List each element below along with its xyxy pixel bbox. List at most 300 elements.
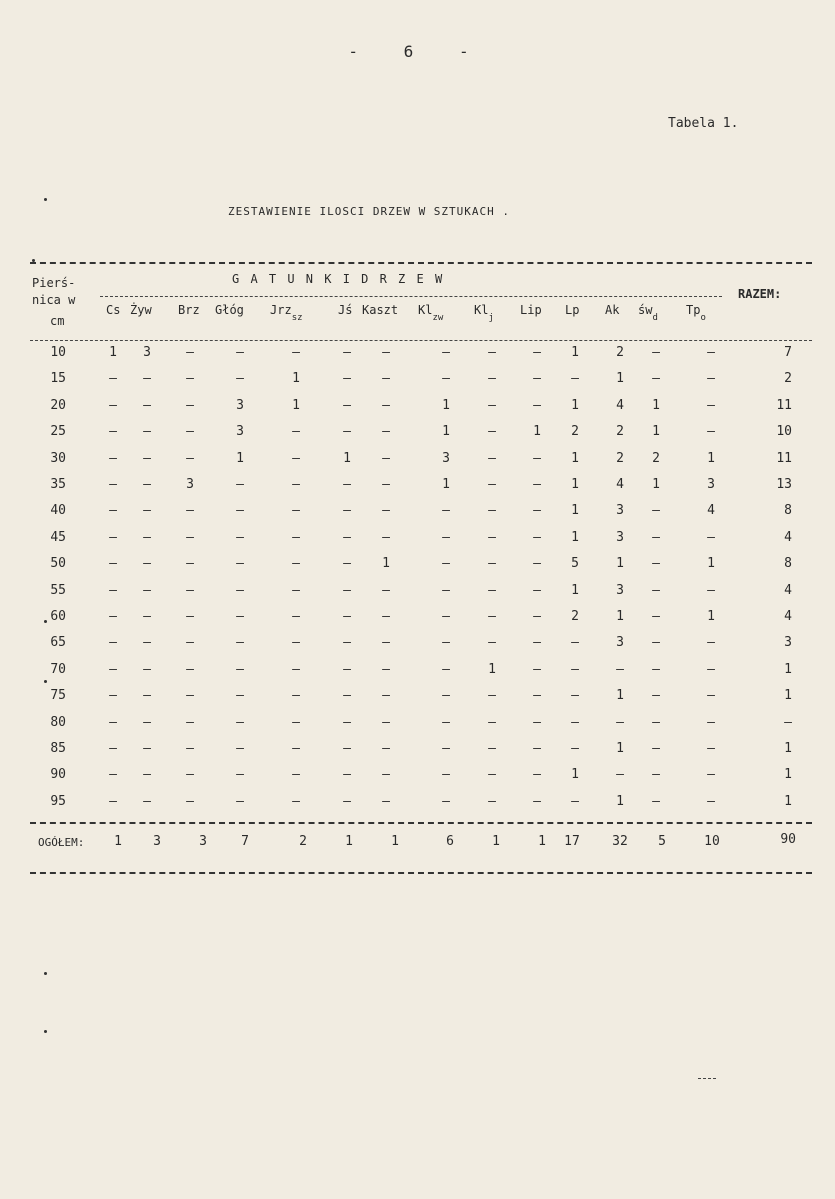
count-cell: – [109,793,117,809]
count-cell: – [442,635,450,651]
count-cell: – [186,793,194,809]
count-cell: 2 [652,450,660,466]
count-cell: – [707,741,715,756]
count-cell: – [382,661,390,677]
count-cell: 3 [616,582,624,598]
count-cell: – [236,688,244,704]
diameter-cell: 80 [50,714,66,730]
count-cell: – [343,793,351,809]
margin-dot [44,972,47,975]
count-cell: – [236,793,244,809]
count-cell: – [382,714,390,730]
count-cell: 1 [343,450,351,466]
count-cell: – [186,529,194,545]
count-cell: – [382,688,390,704]
row-total-cell: 1 [784,688,792,704]
count-cell: – [442,661,450,677]
count-cell: – [707,793,715,809]
count-cell: – [236,635,244,651]
total-cell: 5 [658,834,666,849]
count-cell: – [292,503,300,519]
species-header: Ak [605,303,620,317]
count-cell: – [571,714,579,730]
count-cell: 1 [571,477,579,492]
count-cell: – [343,661,351,677]
count-cell: – [652,767,660,783]
count-cell: 1 [707,450,715,466]
stray-mark [698,1078,716,1079]
row-total-cell: 8 [784,503,792,519]
count-cell: – [571,661,579,677]
count-cell: 1 [488,661,496,677]
count-cell: – [109,556,117,572]
page-number: - 6 - [348,42,487,61]
count-cell: – [143,767,151,783]
diameter-cell: 95 [50,793,66,809]
species-header: Lp [565,303,580,317]
count-cell: – [442,345,450,360]
total-header: RAZEM: [738,287,782,301]
count-cell: 1 [571,582,579,598]
total-cell: 1 [345,834,353,849]
count-cell: – [186,371,194,387]
count-cell: – [707,688,715,704]
count-cell: – [186,714,194,730]
table-title: ZESTAWIENIE ILOSCI DRZEW W SZTUKACH . [228,205,511,218]
count-cell: – [109,661,117,677]
count-cell: – [488,582,496,598]
count-cell: – [707,714,715,730]
count-cell: – [533,371,541,387]
count-cell: – [292,635,300,651]
count-cell: – [442,714,450,730]
row-total-cell: 11 [776,397,792,413]
count-cell: – [343,424,351,440]
count-cell: – [442,371,450,387]
count-cell: – [382,345,390,360]
margin-dot [44,198,47,201]
count-cell: – [186,741,194,756]
count-cell: 1 [652,424,660,440]
count-cell: – [616,767,624,783]
diameter-cell: 70 [50,661,66,677]
count-cell: 4 [616,477,624,492]
count-cell: – [442,688,450,704]
count-cell: 1 [442,477,450,492]
diameter-cell: 35 [50,477,66,492]
diameter-cell: 60 [50,609,66,624]
count-cell: 3 [143,345,151,360]
row-total-cell: 13 [776,477,792,492]
count-cell: – [533,635,541,651]
diameter-header-line2: nica w [32,293,76,307]
count-cell: – [236,371,244,387]
count-cell: 3 [707,477,715,492]
row-total-cell: 4 [784,529,792,545]
count-cell: 1 [616,741,624,756]
count-cell: – [292,714,300,730]
count-cell: – [143,397,151,413]
count-cell: – [488,609,496,624]
total-cell: 7 [241,834,249,849]
count-cell: – [143,635,151,651]
total-cell: 10 [704,834,720,849]
count-cell: – [652,345,660,360]
count-cell: – [186,609,194,624]
total-cell: 17 [564,834,580,849]
row-total-cell: 3 [784,635,792,651]
diameter-cell: 25 [50,424,66,440]
count-cell: – [382,424,390,440]
count-cell: 2 [616,345,624,360]
totals-label: OGÓŁEM: [38,836,85,849]
count-cell: – [236,477,244,492]
count-cell: – [533,556,541,572]
count-cell: – [707,661,715,677]
count-cell: – [382,503,390,519]
count-cell: – [652,793,660,809]
count-cell: – [143,582,151,598]
diameter-cell: 75 [50,688,66,704]
count-cell: 1 [571,450,579,466]
count-cell: – [533,714,541,730]
count-cell: – [442,582,450,598]
count-cell: – [707,371,715,387]
count-cell: – [109,529,117,545]
count-cell: – [292,767,300,783]
row-total-cell: 1 [784,793,792,809]
count-cell: – [533,582,541,598]
count-cell: – [488,741,496,756]
count-cell: – [442,556,450,572]
species-header: $św_d$ [638,303,658,323]
count-cell: – [109,609,117,624]
count-cell: – [109,450,117,466]
count-cell: – [236,503,244,519]
species-header-rule [100,296,722,297]
count-cell: – [442,609,450,624]
diameter-header-line1: Pierś- [32,276,76,290]
count-cell: 1 [571,767,579,783]
count-cell: 3 [616,529,624,545]
count-cell: – [292,345,300,360]
species-header: Żyw [130,303,152,317]
count-cell: – [343,397,351,413]
count-cell: – [292,582,300,598]
count-cell: – [652,556,660,572]
count-cell: 1 [533,424,541,440]
count-cell: 1 [616,556,624,572]
count-cell: – [186,688,194,704]
count-cell: 1 [442,397,450,413]
total-cell: 1 [114,834,122,849]
count-cell: – [652,529,660,545]
count-cell: 2 [571,609,579,624]
margin-dot [44,1030,47,1033]
count-cell: 1 [109,345,117,360]
diameter-cell: 65 [50,635,66,651]
species-subscript: j [488,313,494,323]
count-cell: – [652,582,660,598]
count-cell: – [236,582,244,598]
count-cell: – [533,609,541,624]
count-cell: – [143,793,151,809]
count-cell: – [236,661,244,677]
count-cell: – [143,714,151,730]
count-cell: 1 [292,397,300,413]
count-cell: – [143,503,151,519]
count-cell: – [292,450,300,466]
count-cell: – [343,767,351,783]
count-cell: – [382,477,390,492]
count-cell: 1 [571,397,579,413]
count-cell: – [616,661,624,677]
count-cell: – [571,371,579,387]
count-cell: – [533,793,541,809]
total-cell: 1 [492,834,500,849]
species-group-header: G A T U N K I D R Z E W [232,272,445,286]
count-cell: 1 [571,345,579,360]
count-cell: – [343,714,351,730]
species-header: $Kl_{zw}$ [418,303,444,323]
count-cell: – [652,609,660,624]
count-cell: 4 [707,503,715,519]
count-cell: – [292,556,300,572]
count-cell: – [707,397,715,413]
count-cell: – [343,582,351,598]
count-cell: – [109,767,117,783]
count-cell: – [488,397,496,413]
count-cell: – [292,424,300,440]
diameter-header-line3: cm [50,314,65,328]
diameter-cell: 45 [50,529,66,545]
count-cell: – [292,529,300,545]
count-cell: – [652,661,660,677]
count-cell: 3 [442,450,450,466]
count-cell: – [236,529,244,545]
species-subscript: zw [432,313,444,323]
count-cell: – [707,345,715,360]
total-cell: 3 [153,834,161,849]
count-cell: – [143,450,151,466]
count-cell: – [488,371,496,387]
count-cell: – [343,345,351,360]
count-cell: – [292,661,300,677]
count-cell: – [707,767,715,783]
count-cell: – [652,635,660,651]
count-cell: 1 [382,556,390,572]
count-cell: 1 [616,609,624,624]
count-cell: – [109,741,117,756]
row-total-cell: 7 [784,345,792,360]
count-cell: 1 [616,793,624,809]
count-cell: – [186,635,194,651]
count-cell: – [382,450,390,466]
row-total-cell: 10 [776,424,792,440]
count-cell: 1 [236,450,244,466]
count-cell: – [292,688,300,704]
species-header: Kaszt [362,303,399,317]
count-cell: 1 [571,529,579,545]
count-cell: – [488,529,496,545]
row-total-cell: 2 [784,371,792,387]
count-cell: – [236,556,244,572]
count-cell: – [343,609,351,624]
count-cell: – [707,582,715,598]
row-total-cell: 4 [784,609,792,624]
count-cell: 1 [652,397,660,413]
count-cell: – [442,503,450,519]
count-cell: 2 [616,424,624,440]
count-cell: – [488,714,496,730]
count-cell: – [143,477,151,492]
count-cell: 3 [616,635,624,651]
count-cell: – [442,741,450,756]
count-cell: – [343,477,351,492]
count-cell: – [382,741,390,756]
count-cell: – [109,503,117,519]
count-cell: – [533,767,541,783]
count-cell: – [236,345,244,360]
count-cell: – [186,424,194,440]
row-total-cell: 8 [784,556,792,572]
count-cell: 1 [616,371,624,387]
row-total-cell: 1 [784,741,792,756]
count-cell: – [343,556,351,572]
species-header: $Kl_j$ [474,303,494,323]
count-cell: – [488,767,496,783]
count-cell: – [343,741,351,756]
count-cell: – [533,477,541,492]
count-cell: – [143,741,151,756]
count-cell: – [382,793,390,809]
count-cell: – [652,688,660,704]
count-cell: – [571,793,579,809]
count-cell: – [533,503,541,519]
total-cell: 3 [199,834,207,849]
count-cell: – [652,714,660,730]
count-cell: – [533,397,541,413]
count-cell: – [186,582,194,598]
count-cell: – [292,741,300,756]
count-cell: – [343,503,351,519]
count-cell: – [707,635,715,651]
diameter-cell: 40 [50,503,66,519]
count-cell: – [533,661,541,677]
totals-bottom-rule [30,872,812,874]
diameter-cell: 20 [50,397,66,413]
count-cell: – [488,345,496,360]
count-cell: – [236,714,244,730]
count-cell: 1 [292,371,300,387]
species-header: Jś [338,303,353,317]
count-cell: – [186,345,194,360]
count-cell: – [186,661,194,677]
count-cell: – [143,529,151,545]
count-cell: – [109,714,117,730]
count-cell: – [533,345,541,360]
count-cell: – [109,424,117,440]
count-cell: 1 [571,503,579,519]
count-cell: – [652,371,660,387]
count-cell: – [143,556,151,572]
totals-top-rule [30,822,812,824]
count-cell: – [652,741,660,756]
total-cell: 1 [538,834,546,849]
count-cell: – [143,688,151,704]
count-cell: 1 [707,556,715,572]
count-cell: – [143,661,151,677]
count-cell: 3 [186,477,194,492]
count-cell: – [143,424,151,440]
count-cell: – [292,793,300,809]
count-cell: – [488,688,496,704]
count-cell: – [442,793,450,809]
count-cell: – [236,609,244,624]
count-cell: – [571,635,579,651]
count-cell: 3 [236,397,244,413]
count-cell: – [186,503,194,519]
count-cell: – [109,635,117,651]
count-cell: – [109,688,117,704]
count-cell: – [343,371,351,387]
margin-dot [44,680,47,683]
header-bottom-rule [30,340,812,341]
count-cell: – [616,714,624,730]
total-cell: 32 [612,834,628,849]
count-cell: – [533,450,541,466]
count-cell: – [109,582,117,598]
species-subscript: sz [291,313,303,323]
count-cell: – [186,767,194,783]
count-cell: 1 [616,688,624,704]
count-cell: – [488,793,496,809]
row-total-cell: 11 [776,450,792,466]
grand-total-cell: 90 [780,832,796,847]
count-cell: – [343,529,351,545]
count-cell: 1 [652,477,660,492]
count-cell: – [707,424,715,440]
count-cell: – [488,635,496,651]
diameter-cell: 30 [50,450,66,466]
count-cell: – [442,529,450,545]
count-cell: – [109,371,117,387]
species-header: Lip [520,303,542,317]
count-cell: – [533,688,541,704]
count-cell: 1 [707,609,715,624]
count-cell: 2 [571,424,579,440]
count-cell: – [382,767,390,783]
count-cell: – [143,371,151,387]
top-rule [30,262,812,264]
count-cell: 3 [616,503,624,519]
count-cell: – [488,424,496,440]
count-cell: – [488,477,496,492]
diameter-cell: 85 [50,741,66,756]
count-cell: – [382,635,390,651]
diameter-cell: 10 [50,345,66,360]
count-cell: 3 [236,424,244,440]
count-cell: – [186,397,194,413]
count-cell: – [382,582,390,598]
count-cell: 2 [616,450,624,466]
count-cell: – [571,741,579,756]
count-cell: – [488,556,496,572]
count-cell: – [292,477,300,492]
diameter-cell: 50 [50,556,66,572]
species-header: $Tp_o$ [686,303,706,323]
row-total-cell: – [784,714,792,730]
